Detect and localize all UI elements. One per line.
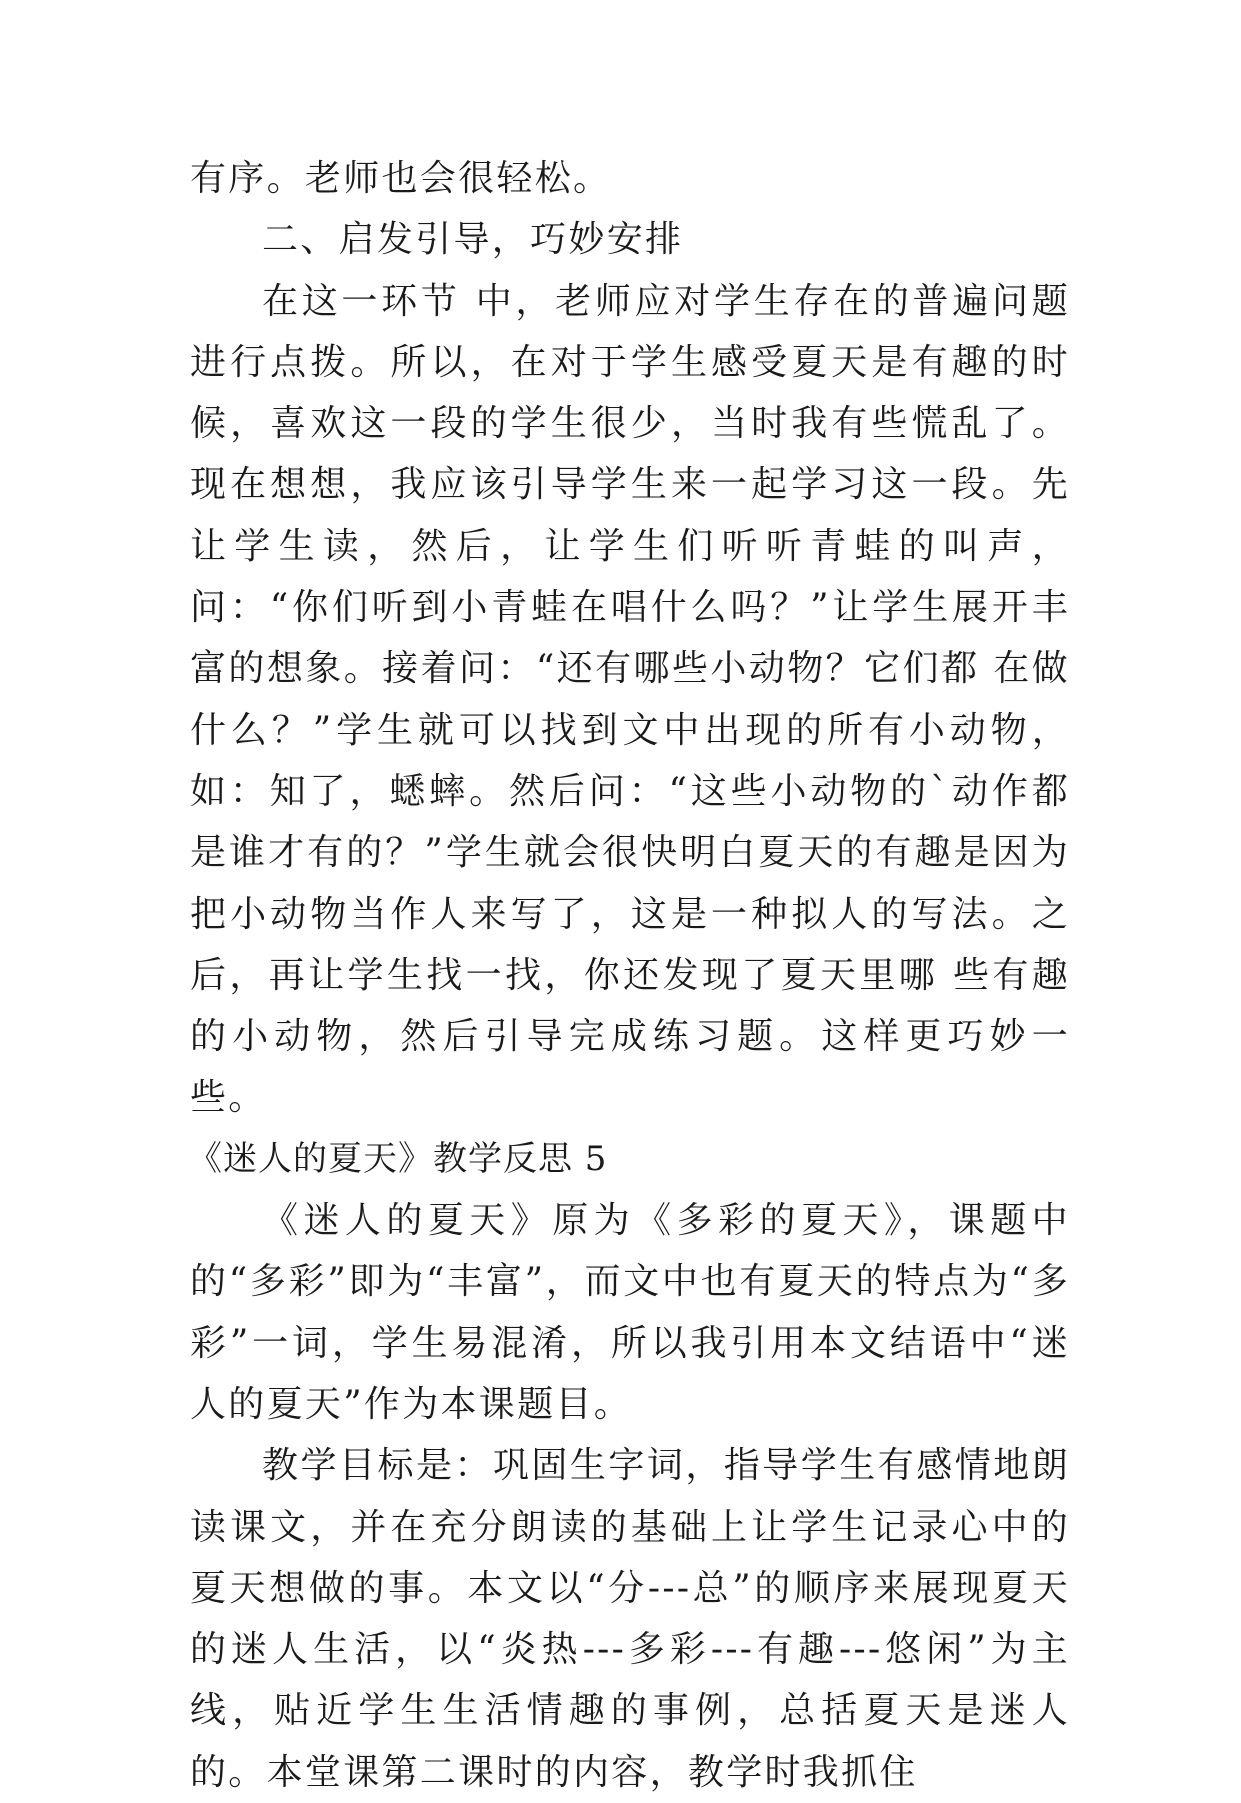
- paragraph-guidance-body: 在这一环节 中，老师应对学生存在的普遍问题进行点拨。所以，在对于学生感受夏天是有趣的时候，喜欢这一段的学生很少，当时我有些慌乱了。现在想想，我应该引导学生来一起学习这一段。先让学生读，然后，让学生们听听青蛙的叫声，问：“你们听到小青蛙在唱什么吗？”让学生展开丰富的想象。接着问：“还有哪些小动物？它们都 在做什么？”学生就可以找到文中出现的所有小动物，如：知了，蟋蟀。然后问：“这些小动物的`动作都是谁才有的？”学生就会很快明白夏天的有趣是因为把小动物当作人来写了，这是一种拟人的写法。之后，再让学生找一找，你还发现了夏天里哪 些有趣的小动物，然后引导完成练习题。这样更巧妙一些。: [190, 280, 1070, 1119]
- paragraph-intro-end: 有序。老师也会很轻松。: [190, 158, 612, 199]
- paragraph-teaching-goals: 教学目标是：巩固生字词，指导学生有感情地朗读课文，并在充分朗读的基础上让学生记录心中的夏天想做的事。本文以“分---总”的顺序来展现夏天的迷人生活，以“炎热---多彩---有趣---悠闲”为主线，贴近学生生活情趣的事例，总括夏天是迷人的。本堂课第二课时的内容，教学时我抓住: [190, 1445, 1070, 1793]
- article-title-reflection-5: 《迷人的夏天》教学反思 5: [188, 1138, 608, 1179]
- section-heading-guidance: 二、启发引导，巧妙安排: [262, 219, 684, 261]
- document-page: [190, 148, 1070, 1803]
- paragraph-title-origin: 《迷人的夏天》原为《多彩的夏天》，课题中的“多彩”即为“丰富”，而文中也有夏天的特点为“多彩”一词，学生易混淆，所以我引用本文结语中“迷人的夏天”作为本课题目。: [190, 1200, 1070, 1425]
